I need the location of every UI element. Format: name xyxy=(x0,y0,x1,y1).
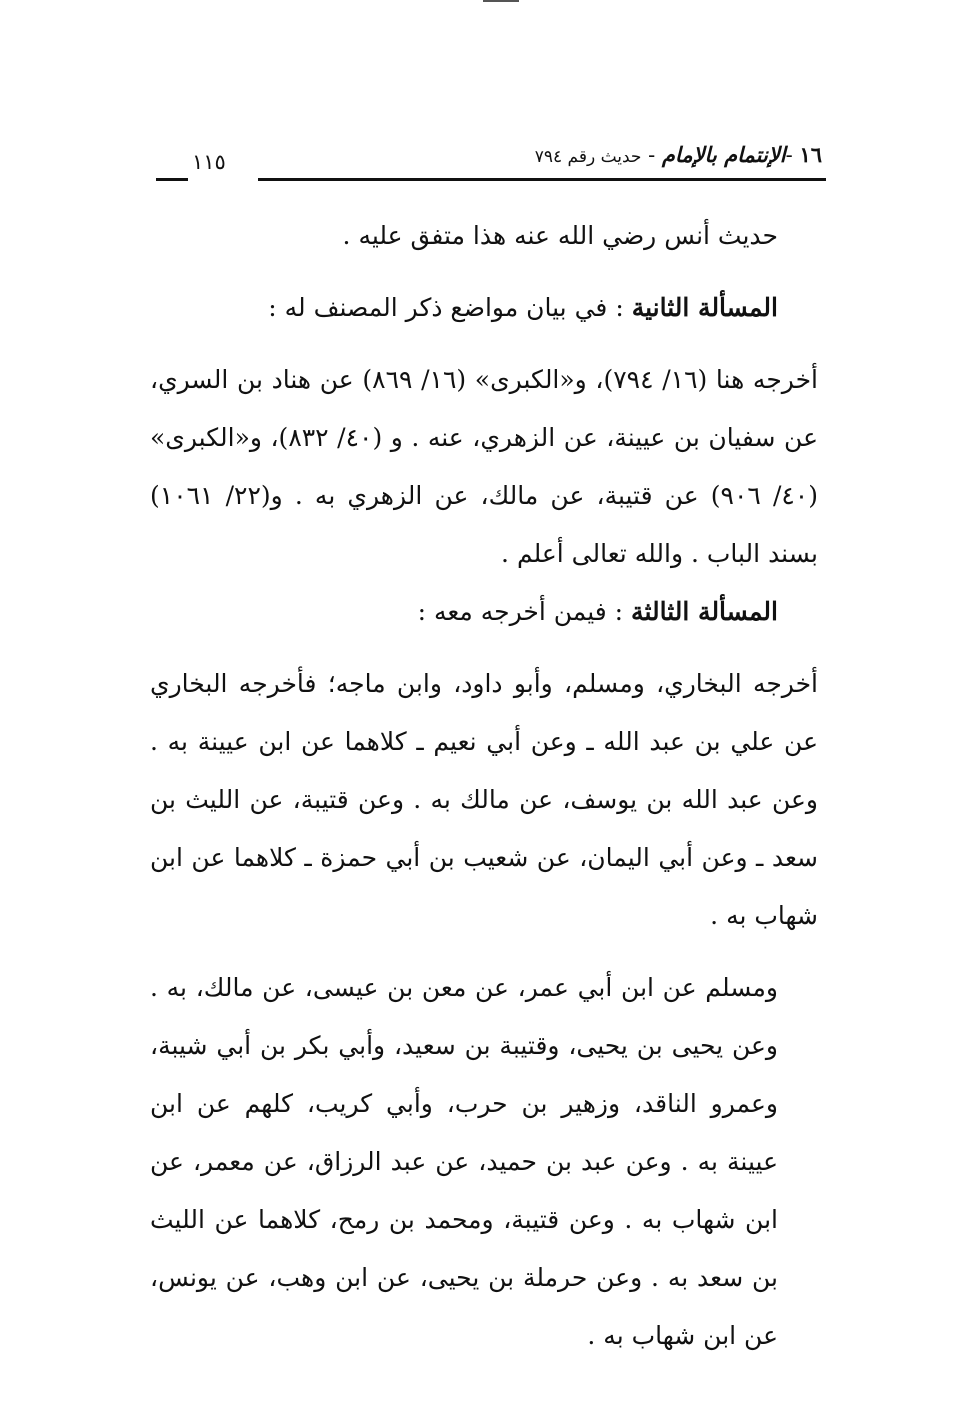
page-body xyxy=(150,207,818,1365)
heading-second-issue xyxy=(150,279,818,337)
paragraph-bukhari: أخرجه البخاري، ومسلم، وأبو داود، وابن ماجه؛ فأخرجه البخاري عن علي بن عبد الله ـ وعن أبي نعيم ـ كلاهما عن ابن عيينة به . وعن عبد الله بن يوسف، عن مالك به . وعن قتيبة، عن الليث بن سعد ـ وعن أبي اليمان، عن شعيب بن أبي حمزة ـ كلاهما عن ابن شهاب به . xyxy=(150,669,818,930)
page-number: ١١٥ xyxy=(192,150,226,174)
top-crop-mark xyxy=(483,0,519,2)
heading-third-text: : فيمن أخرجه معه : xyxy=(417,597,632,626)
heading-third-label: المسألة الثالثة xyxy=(631,597,778,626)
heading-third-issue xyxy=(150,583,818,641)
paragraph-muslim: ومسلم عن ابن أبي عمر، عن معن بن عيسى، عن مالك، به . وعن يحيى بن يحيى، وقتيبة بن سعيد، وأبي بكر بن أبي شيبة، وعمرو الناقد، وزهير بن حرب، وأبي كريب، كلهم عن ابن عيينة به . وعن عبد بن حميد، عن عبد الرزاق، عن معمر، عن ابن شهاب به . وعن قتيبة، ومحمد بن رمح، كلاهما عن الليث بن سعد به . وعن حرملة بن يحيى، عن ابن وهب، عن يونس، عن ابن شهاب به . xyxy=(150,973,778,1350)
volume-number: ١٦ xyxy=(799,142,822,167)
heading-second-label: المسألة الثانية xyxy=(631,293,778,322)
header-rule xyxy=(258,178,826,181)
hadith-reference: حديث رقم ٧٩٤ xyxy=(534,147,642,167)
heading-second-text: : في بيان مواضع ذكر المصنف له : xyxy=(268,293,632,322)
paragraph-sources: أخرجه هنا (١٦/ ٧٩٤)، و«الكبرى» (١٦/ ٨٦٩) عن هناد بن السري، عن سفيان بن عيينة، عن الزهري، عنه . و (٤٠/ ٨٣٢)، و«الكبرى» (٤٠/ ٩٠٦) عن قتيبة، عن مالك، عن الزهري به . و(٢٢/ ١٠٦١) بسند الباب . والله تعالى أعلم . xyxy=(150,365,818,568)
header-rule-short xyxy=(156,178,188,181)
book-title: الإنتمام بالإمام xyxy=(661,142,786,167)
running-title: ١٦ -الإنتمام بالإمام - حديث رقم ٧٩٤ xyxy=(534,142,822,167)
page-header xyxy=(150,140,822,190)
paragraph-hadith-note: حديث أنس رضي الله عنه هذا متفق عليه . xyxy=(342,221,778,250)
